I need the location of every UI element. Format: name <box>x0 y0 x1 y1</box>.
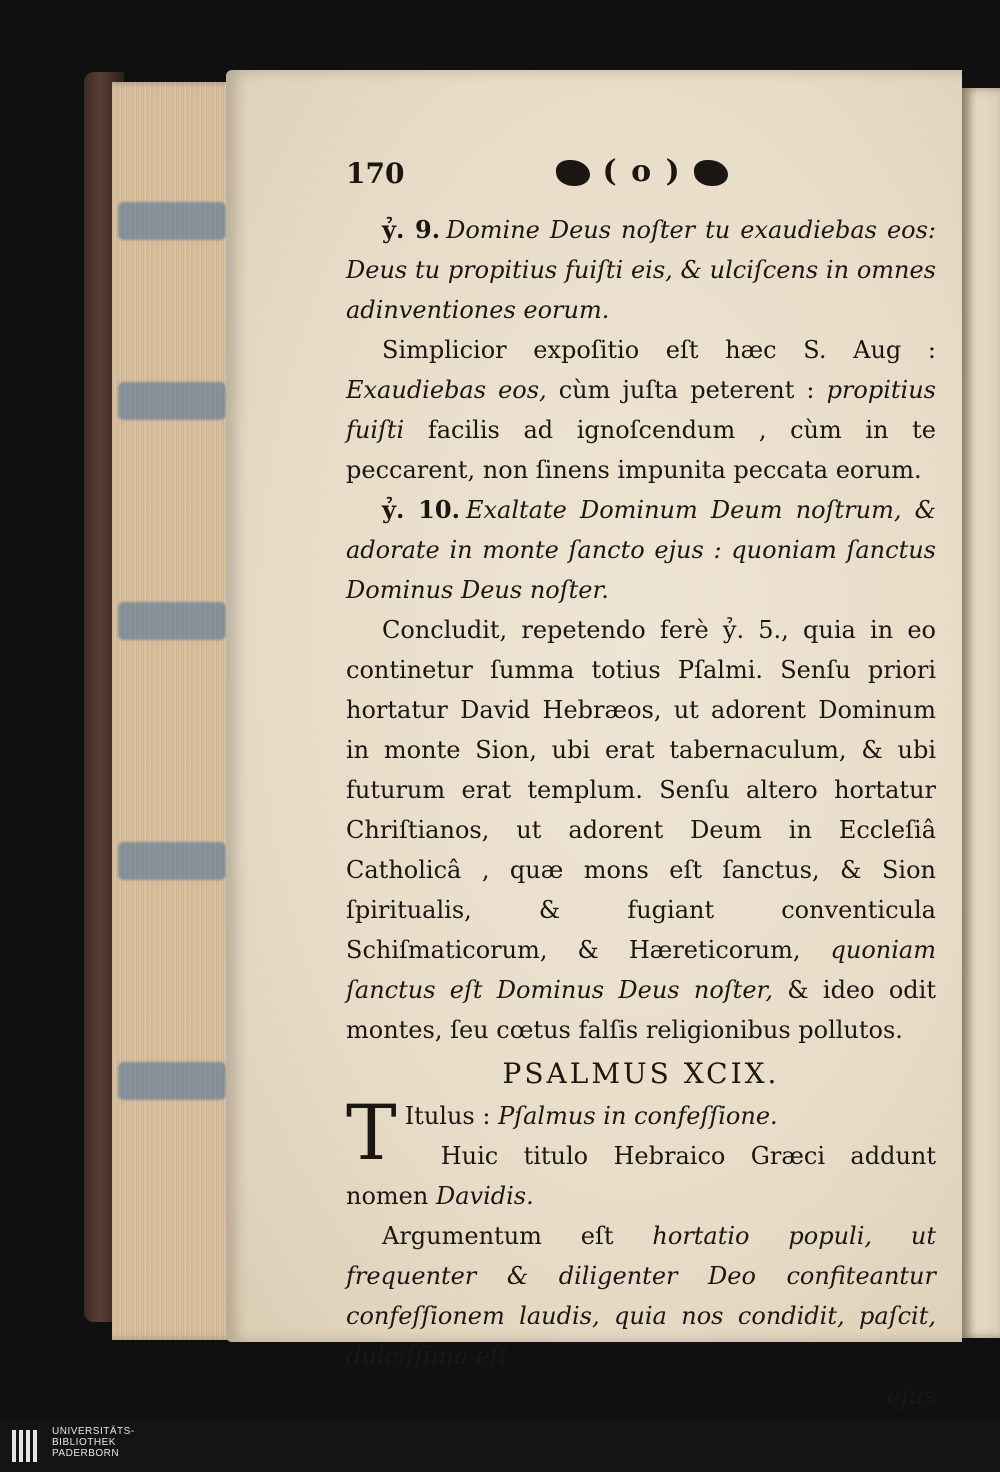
commentary-text: & ideo odit montes, ſeu cœtus falſis religionibus pollutos. <box>346 976 936 1044</box>
edge-stain <box>118 1062 226 1100</box>
quoted-text: Davidis. <box>435 1182 534 1210</box>
ornament-left-icon <box>556 160 590 186</box>
titulus-text: Pſalmus in confeſſione. <box>498 1102 778 1130</box>
library-name-line: UNIVERSITÄTS- <box>52 1426 135 1437</box>
commentary-text: facilis ad ignoſcendum , cùm in te peccarent, non ſinens impunita peccata eorum. <box>346 416 936 484</box>
verse-number: ỷ. 10. <box>382 495 460 524</box>
library-name-line: PADERBORN <box>52 1448 120 1459</box>
paragraph-commentary-2 <box>346 610 936 1050</box>
titulus-label: Itulus : <box>404 1102 491 1130</box>
running-head <box>556 152 728 192</box>
paragraph-commentary-1 <box>346 330 936 490</box>
paragraph-verse-10 <box>346 490 936 610</box>
paragraph-huic <box>346 1136 936 1216</box>
commentary-text: Concludit, repetendo ferè ỷ. 5., quia in eo continetur ſumma totius Pſalmi. Senſu priori hortatur David Hebræos, ut adorent Dominum in monte Sion, ubi erat tabernaculum, & ubi futurum erat templum. Senſu altero hortatur Chriſtianos, ut adorent Deum in Eccleſiâ Catholicâ , quæ mons eſt ſanctus, & Sion ſpiritualis, & fugiant conventicula Schiſmaticorum, & Hæreticorum, <box>346 616 936 964</box>
right-page-sliver <box>962 88 1000 1338</box>
page-edges <box>112 82 238 1340</box>
library-name-line: BIBLIOTHEK <box>52 1437 116 1448</box>
drop-cap: T <box>346 1088 397 1177</box>
page-text <box>346 148 936 1410</box>
edge-stain <box>118 202 226 240</box>
quoted-text: Exaudiebas eos, <box>346 376 547 404</box>
catchword: ejus <box>886 1382 936 1410</box>
quoted-text: quoniam ſanctus eſt Dominus Deus noſter, <box>346 936 936 1004</box>
commentary-text: cùm juſta peterent : <box>558 376 815 404</box>
paragraph-argumentum <box>346 1216 936 1376</box>
edge-stain <box>118 382 226 420</box>
verse-text: Exaltate Dominum Deum noſtrum, & adorate in monte ſancto ejus : quoniam ſanctus Dominus Deus noſter. <box>346 496 936 604</box>
library-name <box>52 1426 135 1459</box>
verse-number: ỷ. 9. <box>382 215 441 244</box>
edge-stain <box>118 842 226 880</box>
page-header <box>346 148 936 210</box>
paragraph-verse-9 <box>346 210 936 330</box>
psalm-title: PSALMUS XCIX. <box>502 1057 780 1090</box>
running-head-text: ( o ) <box>602 154 682 189</box>
page-number: 170 <box>346 157 405 190</box>
library-logo-icon <box>12 1430 42 1462</box>
commentary-text: Simplicior expoſitio eſt hæc S. Aug : <box>382 336 936 364</box>
edge-stain <box>118 602 226 640</box>
ornament-right-icon <box>694 160 728 186</box>
verse-text: Domine Deus noſter tu exaudiebas eos: Deus tu propitius fuiſti eis, & ulciſcens in omnes adinventiones eorum. <box>346 216 936 324</box>
quoted-text: propitius fuiſti <box>346 376 936 444</box>
commentary-text: Huic titulo Hebraico Græci addunt nomen <box>346 1142 936 1210</box>
quoted-text: hortatio populi, ut frequenter & diligenter Deo confiteantur confeſſionem laudis, quia nos condidit, paſcit, dulciſſima eſt <box>346 1222 936 1370</box>
commentary-text: Argumentum eſt <box>382 1222 614 1250</box>
library-footer <box>0 1420 1000 1472</box>
